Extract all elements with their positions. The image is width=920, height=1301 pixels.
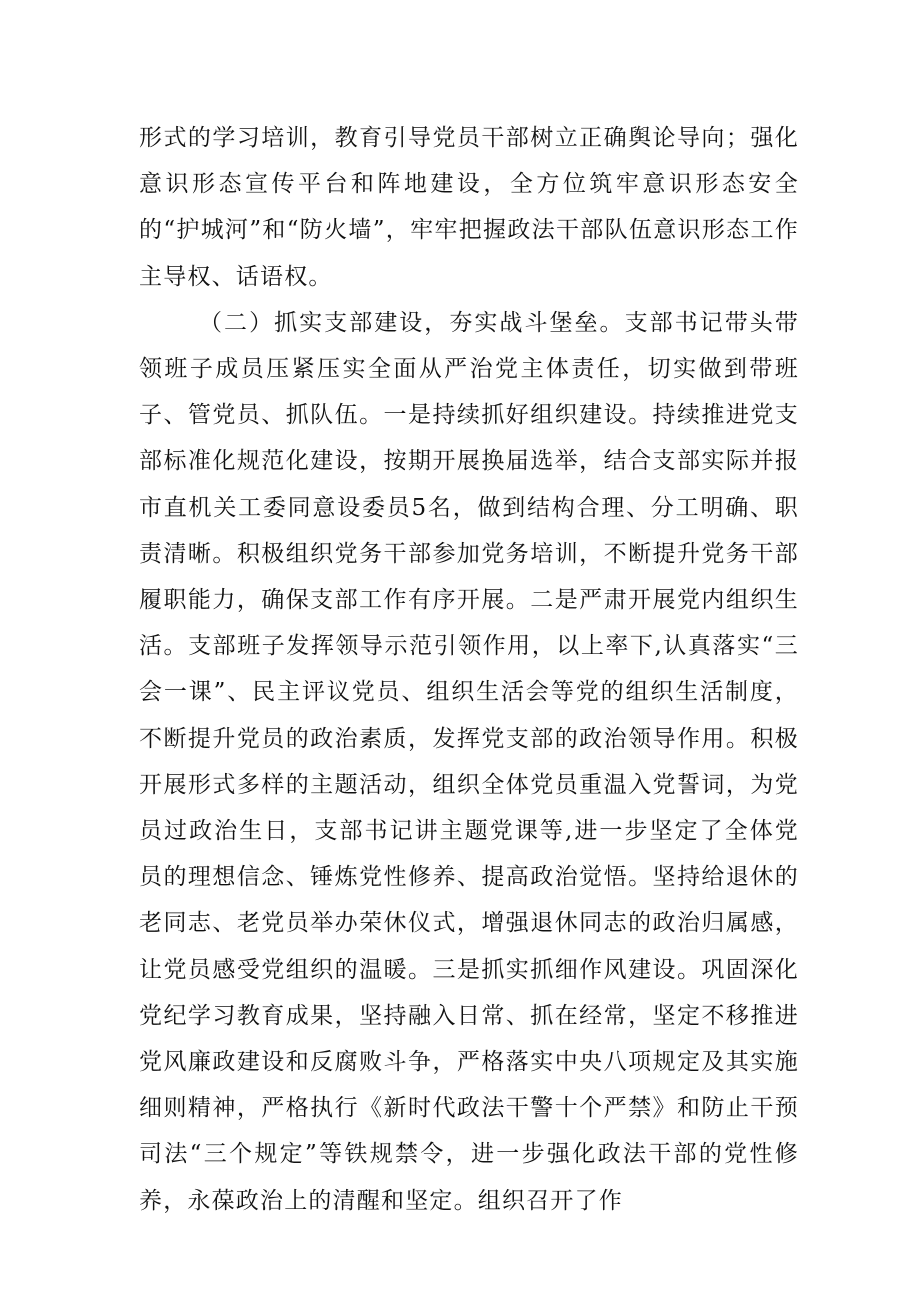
paragraph-continuation: 形式的学习培训，教育引导党员干部树立正确舆论导向；强化意识形态宣传平台和阵地建设，全方位筑牢意识形态安全的“护城河”和“防火墙”，牢牢把握政法干部队伍意识形态工作主导权、话语权。 bbox=[139, 125, 799, 290]
document-body bbox=[139, 115, 799, 1224]
paragraph-branch-construction: （二）抓实支部建设，夯实战斗堡垒。支部书记带头带领班子成员压紧压实全面从严治党主体责任，切实做到带班子、管党员、抓队伍。一是持续抓好组织建设。持续推进党支部标准化规范化建设，按期开展换届选举，结合支部实际并报市直机关工委同意设委员5名，做到结构合理、分工明确、职责清晰。积极组织党务干部参加党务培训，不断提升党务干部履职能力，确保支部工作有序开展。二是严肃开展党内组织生活。支部班子发挥领导示范引领作用，以上率下,认真落实“三会一课”、民主评议党员、组织生活会等党的组织生活制度，不断提升党员的政治素质，发挥党支部的政治领导作用。积极开展形式多样的主题活动，组织全体党员重温入党誓词，为党员过政治生日，支部书记讲主题党课等,进一步坚定了全体党员的理想信念、锤炼党性修养、提高政治觉悟。坚持给退休的老同志、老党员举办荣休仪式，增强退休同志的政治归属感，让党员感受党组织的温暖。三是抓实抓细作风建设。巩固深化党纪学习教育成果，坚持融入日常、抓在经常，坚定不移推进党风廉政建设和反腐败斗争，严格落实中央八项规定及其实施细则精神，严格执行《新时代政法干警十个严禁》和防止干预司法“三个规定”等铁规禁令，进一步强化政法干部的党性修养，永葆政治上的清醒和坚定。组织召开了作 bbox=[139, 309, 799, 1214]
